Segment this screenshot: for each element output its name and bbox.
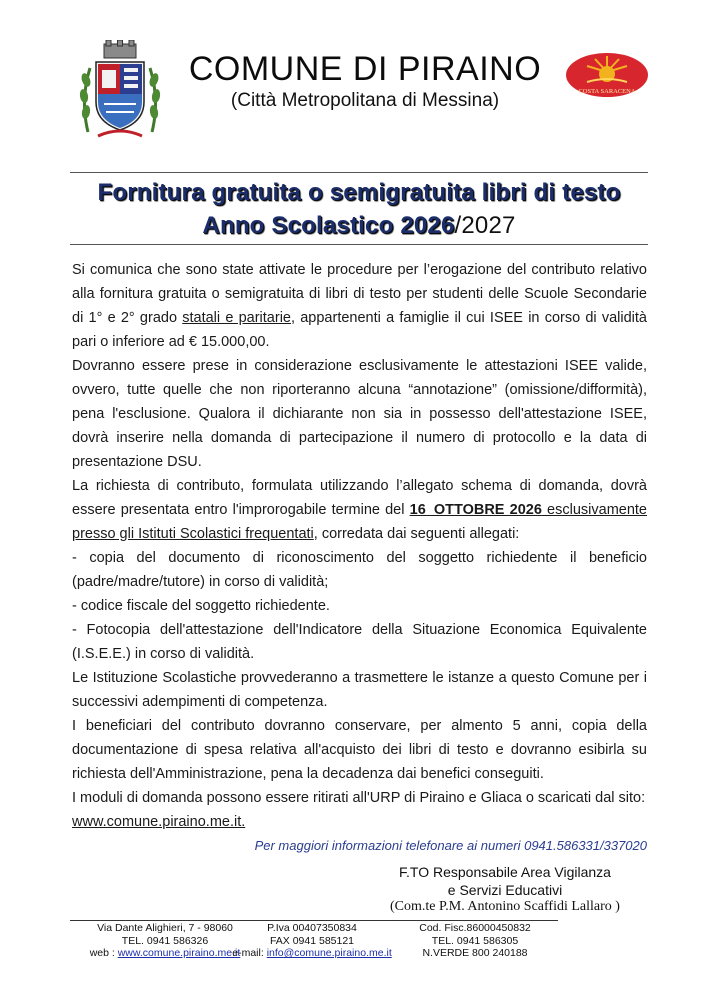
logo-text: COSTA SARACENA <box>578 88 636 95</box>
signature-name: (Com.te P.M. Antonino Scaffidi Lallaro ) <box>390 899 620 914</box>
heading-bottom-rule <box>70 244 648 245</box>
footer-email-link[interactable]: info@comune.piraino.me.it <box>266 947 392 959</box>
footer-address-column: Via Dante Alighieri, 7 - 98060 TEL. 0941 586326 web : www.comune.piraino.me.it <box>89 922 241 959</box>
attachment-item: - Fotocopia dell'attestazione dell'Indicatore della Situazione Economica Equivalente (I.S.E.E.) in corso di validità. <box>72 622 647 662</box>
municipal-crest-icon <box>78 40 162 140</box>
notice-heading-line1: Fornitura gratuita o semigratuita libri di testo <box>97 179 621 206</box>
page-title: COMUNE DI PIRAINO <box>188 50 542 88</box>
footer-website-link[interactable]: www.comune.piraino.me.it <box>117 947 241 959</box>
notice-heading-line2 <box>70 212 648 240</box>
footer-codes-column: Cod. Fisc.86000450832 TEL. 0941 586305 N.VERDE 800 240188 <box>419 922 531 959</box>
paragraph-isee: Dovranno essere prese in considerazione esclusivamente le attestazioni ISEE valide, ovvero, tutte quelle che non riporteranno alcuna “annotazione” (omissione/difformità), pena l'esclusione. Qualora il dichiarante non sia in possesso dell'attestazione ISEE, dovrà inserire nella domanda di partecipazione il numero di protocollo e la data di presentazione DSU. <box>72 358 647 470</box>
footer-fiscal-column: P.Iva 00407350834 FAX 0941 585121 e-mail: info@comune.piraino.me.it <box>232 922 392 959</box>
paragraph-intro: Si comunica che sono state attivate le procedure per l’erogazione del contributo relativo alla fornitura gratuita o semigratuita di libri di testo per studenti delle Scuole Secondarie di 1° e 2° grado statali e paritarie, appartenenti a famiglie il cui ISEE in corso di validità pari o inferiore ad € 15.000,00. <box>72 262 647 350</box>
heading-top-rule <box>70 172 648 173</box>
signature-area: e Servizi Educativi <box>447 882 563 898</box>
footer-rule <box>70 920 558 921</box>
notice-body <box>72 258 647 834</box>
submission-place: esclusivamente presso gli Istituti Scolastici frequentati <box>72 502 647 542</box>
school-type: statali e paritarie <box>182 310 291 326</box>
website-link[interactable]: www.comune.piraino.me.it. <box>72 814 246 830</box>
costa-saracena-logo <box>565 52 649 98</box>
school-year: Anno Scolastico 2026 <box>202 212 455 239</box>
signature-role: F.TO Responsabile Area Vigilanza <box>399 864 611 880</box>
paragraph-request: La richiesta di contributo, formulata utilizzando l’allegato schema di domanda, dovrà essere presentata entro l'improrogabile termine del 16_OTTOBRE 2026 esclusivamente presso gli Istituti Scolastici frequentati, corredata dai seguenti allegati: <box>72 478 647 542</box>
paragraph-beneficiaries: I beneficiari del contributo dovranno conservare, per almento 5 anni, copia della documentazione di spesa relativa all'acquisto dei libri di testo e dovranno esibirla su richiesta dell'Amministrazione, pena la decadenza dai benefici conseguiti. <box>72 718 647 782</box>
school-year-suffix: /2027 <box>454 212 516 239</box>
paragraph-schools: Le Istituzione Scolastiche provvederanno a trasmettere le istanze a questo Comune per i successivi adempimenti di competenza. <box>72 670 647 710</box>
attachment-item: - codice fiscale del soggetto richiedente. <box>72 598 330 614</box>
page-subtitle: (Città Metropolitana di Messina) <box>230 90 500 111</box>
contact-info: Per maggiori informazioni telefonare ai numeri 0941.586331/337020 <box>254 838 647 853</box>
deadline: 16_OTTOBRE 2026 <box>409 502 542 518</box>
paragraph-forms: I moduli di domanda possono essere ritirati all'URP di Piraino e Gliaca o scaricati dal sito: <box>72 790 646 806</box>
attachment-item: - copia del documento di riconoscimento del soggetto richiedente il beneficio (padre/madre/tutore) in corso di validità; <box>72 550 647 590</box>
